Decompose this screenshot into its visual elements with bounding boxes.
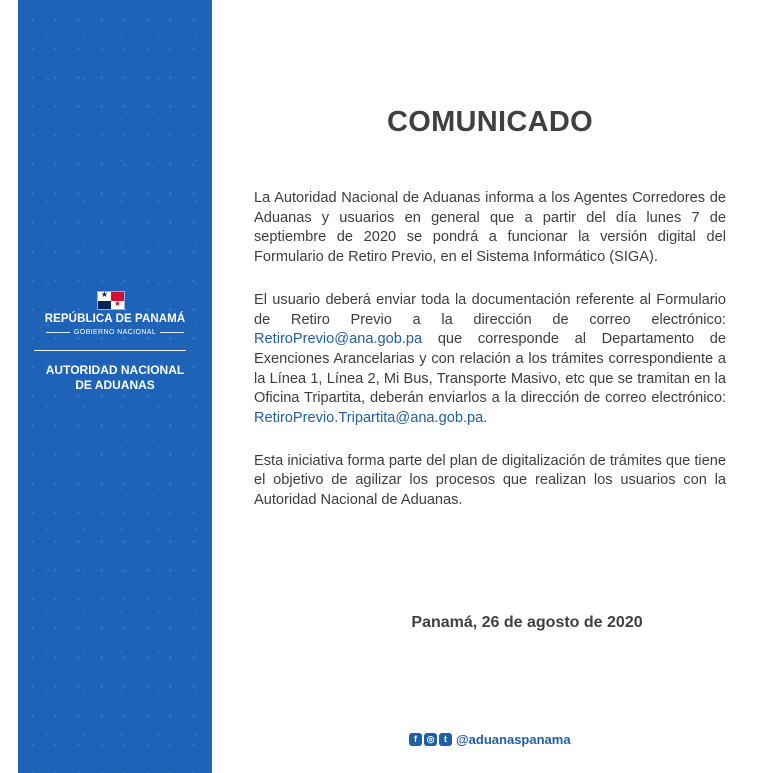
instagram-icon[interactable]: ◎ (424, 733, 437, 746)
email-link[interactable]: RetiroPrevio@ana.gob.pa (254, 331, 423, 348)
government-label: GOBIERNO NACIONAL (46, 327, 184, 337)
agency-name: AUTORIDAD NACIONAL DE ADUANAS (45, 363, 185, 392)
country-name: REPÚBLICA DE PANAMÁ (44, 313, 186, 325)
paragraph-2: El usuario deberá enviar toda la documentación referente al Formulario de Retiro Previo a la dirección de correo electrónico: RetiroPrevio@ana.gob.pa que corresponde al Departamento de Exenciones Arancelarias y con relación a los trámites correspondiente a la Línea 1, Línea 2, Mi Bus, Transporte Masivo, etc que se tramitan en la Oficina Tripartita, deberán enviarlos a la dirección de correo electrónico: RetiroPrevio.Tripartita@ana.gob.pa. (254, 291, 726, 427)
flag-quarter (98, 301, 111, 310)
sidebar-divider (34, 350, 186, 351)
page-title: COMUNICADO (387, 106, 593, 138)
communique-body (254, 189, 726, 534)
dateline: Panamá, 26 de agosto de 2020 (411, 614, 643, 631)
twitter-icon[interactable]: t (439, 733, 452, 746)
paragraph-3: Esta iniciativa forma parte del plan de digitalización de trámites que tiene el objetivo de agilizar los procesos que realizan los usuarios con la Autoridad Nacional de Aduanas. (254, 452, 726, 509)
flag-quarter: ★ (111, 301, 124, 310)
panama-flag-icon (97, 291, 125, 310)
paragraph-1: La Autoridad Nacional de Aduanas informa a los Agentes Corredores de Aduanas y usuarios en general que a partir del día lunes 7 de septiembre de 2020 se pondrá a funcionar la versión digital del Formulario de Retiro Previo, en el Sistema Informático (SIGA). (254, 190, 726, 266)
facebook-icon[interactable]: f (409, 733, 422, 746)
flag-quarter: ★ (98, 292, 111, 301)
social-bar (409, 731, 571, 747)
social-handle[interactable]: @aduanaspanama (456, 731, 571, 747)
email-link-tripartita[interactable]: RetiroPrevio.Tripartita@ana.gob.pa. (254, 410, 488, 427)
